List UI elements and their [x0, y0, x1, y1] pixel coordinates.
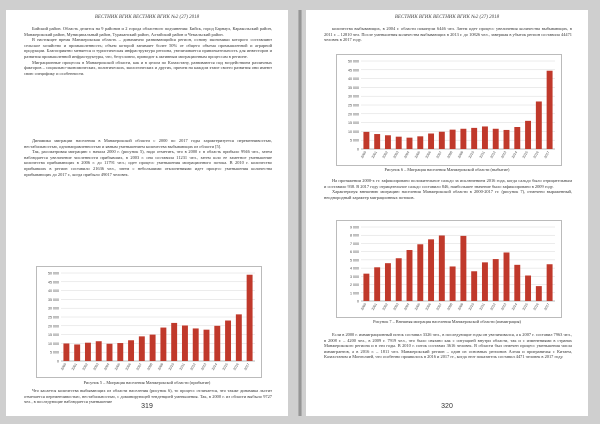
bar-2016 [536, 286, 542, 301]
x-tick-label: 2004 [103, 362, 111, 372]
x-tick-label: 2014 [510, 150, 519, 160]
y-tick-label: 10 000 [348, 129, 359, 134]
x-tick-label: 2015 [521, 302, 529, 312]
bar-2005 [417, 136, 423, 149]
bar-2017 [547, 71, 553, 149]
y-tick-label: 40 000 [348, 77, 359, 82]
x-tick-label: 2013 [500, 302, 508, 312]
x-tick-label: 2016 [532, 302, 540, 312]
x-tick-label: 2011 [478, 302, 486, 311]
y-tick-label: 0 [357, 299, 359, 304]
bar-2005 [417, 244, 423, 301]
bar-2007 [439, 236, 445, 301]
paragraph: Миграционные процессы в Манжерокской области, как и в целом по Казахстану, развиваются под воздействием различных факторов – социально-экономических, политических, экологических и других, причем на каждом этапе своего развития они имеют свою специфику и особенности. [24, 59, 272, 76]
x-tick-label: 2000 [360, 302, 368, 312]
x-tick-label: 2012 [189, 362, 197, 372]
bar-2007 [439, 132, 445, 149]
body-text-mid [324, 178, 572, 200]
y-tick-label: 45 000 [48, 280, 59, 285]
x-tick-label: 2010 [167, 362, 176, 372]
x-tick-label: 2014 [210, 362, 219, 372]
bar-2006 [128, 340, 134, 361]
bar-2003 [396, 137, 402, 149]
body-text-bottom [324, 332, 572, 360]
paragraph: количества выбывающих, в 2004 г. области покинули 6446 чел. Затем идет процесс увеличения количества выбывающих, в 2011 г. – 12810 чел. После уменьшения количества выбывающих в 2013 г. до 10826 чел., завершая в убыток регион составила 44471 человек в 2017 году. [324, 26, 572, 43]
x-tick-label: 2003 [92, 362, 100, 372]
x-tick-label: 2009 [157, 362, 165, 372]
x-tick-label: 2016 [532, 150, 540, 160]
y-tick-label: 5 000 [50, 350, 59, 355]
y-tick-label: 25 000 [48, 315, 59, 320]
figure-7-caption: Рисунок 7 – Внешняя миграция населения Манжерокской области (иммиграция) [373, 319, 521, 324]
bar-2014 [514, 265, 520, 301]
bar-2002 [85, 343, 91, 361]
y-tick-label: 35 000 [348, 85, 359, 90]
y-tick-label: 20 000 [48, 324, 59, 329]
bar-2006 [428, 134, 434, 149]
x-tick-label: 2005 [413, 150, 422, 160]
x-tick-label: 2009 [457, 302, 465, 312]
left-page [6, 10, 288, 416]
y-tick-label: 40 000 [48, 289, 59, 294]
book-spine [298, 10, 302, 416]
page-number: 320 [441, 403, 453, 410]
bar-2008 [450, 130, 456, 149]
bar-2015 [225, 321, 231, 361]
bar-2005 [117, 343, 123, 361]
running-header: ВЕСТНИК ВГИК ВЕСТНИК ВГИК №2 (27) 2018 [394, 15, 500, 20]
x-tick-label: 2015 [221, 362, 229, 372]
bar-2012 [193, 328, 199, 361]
bar-2001 [374, 267, 380, 301]
x-tick-label: 2009 [457, 150, 465, 160]
bar-2014 [514, 127, 520, 149]
bar-2002 [385, 263, 391, 301]
y-tick-label: 5 000 [350, 258, 359, 263]
x-tick-label: 2017 [543, 302, 551, 312]
x-tick-label: 2010 [467, 150, 476, 160]
bar-2010 [471, 271, 477, 301]
bar-chart-departures [337, 55, 561, 165]
x-tick-label: 2010 [467, 302, 476, 312]
bar-2016 [536, 101, 542, 149]
bar-2002 [385, 135, 391, 149]
y-tick-label: 0 [357, 147, 359, 152]
bar-chart-arrivals [37, 267, 261, 377]
y-tick-label: 3 000 [350, 274, 359, 279]
bar-2004 [407, 138, 413, 149]
x-tick-label: 2013 [500, 150, 508, 160]
y-tick-label: 20 000 [348, 112, 359, 117]
x-tick-label: 2011 [478, 150, 486, 159]
y-tick-label: 9 000 [350, 225, 359, 230]
x-tick-label: 2014 [510, 302, 519, 312]
figure-6-caption: Рисунок 6 – Миграция населения Манжерокской области (выбытие) [384, 167, 510, 172]
right-page [306, 10, 588, 416]
body-text-top [324, 26, 572, 43]
body-text-top [24, 26, 272, 76]
x-tick-label: 2007 [435, 302, 443, 312]
x-tick-label: 2006 [424, 150, 432, 160]
x-tick-label: 2008 [446, 302, 454, 312]
y-tick-label: 15 000 [348, 121, 359, 126]
bar-2015 [525, 121, 531, 149]
x-tick-label: 2006 [424, 302, 432, 312]
x-tick-label: 2003 [392, 302, 400, 312]
bar-2003 [96, 341, 102, 361]
x-tick-label: 2008 [146, 362, 154, 372]
x-tick-label: 2012 [489, 150, 497, 160]
figure-5-chart [36, 266, 262, 378]
bar-2006 [428, 239, 434, 301]
bar-2009 [460, 129, 466, 149]
x-tick-label: 2016 [232, 362, 240, 372]
figure-7-chart [336, 220, 562, 318]
bar-2013 [504, 130, 510, 149]
x-tick-label: 2006 [124, 362, 132, 372]
x-tick-label: 2017 [543, 150, 551, 160]
bar-2012 [493, 259, 499, 301]
bar-2001 [374, 134, 380, 149]
x-tick-label: 2015 [521, 150, 529, 160]
paragraph: Так, рассматривая миграцию с начала 2000 г. (рисунок 5), надо отметить, что в 2000 г. в область прибыло 9946 чел., затем наблюдается увеличение численности прибывших, в 2003 г. она составила 11231 чел., затем шло ее заметное уменьшение количества прибывающих в 2006 г. до 11791 чел.; идет процесс уменьшения миграционного потока. В 2010 г. количество прибывших в регион составило 21636 чел., затем с небольшими отклонениями идет процесс уменьшения количества прибывающих до 2017 г., когда прибыло 49017 человек. [24, 149, 272, 177]
x-tick-label: 2005 [113, 362, 122, 372]
x-tick-label: 2011 [178, 362, 186, 371]
bar-2008 [150, 335, 156, 361]
y-tick-label: 0 [57, 359, 59, 364]
bar-2007 [139, 336, 145, 361]
x-tick-label: 2003 [392, 150, 400, 160]
body-text-mid [24, 138, 272, 177]
x-tick-label: 2007 [135, 362, 143, 372]
page-number: 319 [141, 403, 153, 410]
paragraph: Если в 2000 г. иммиграционный поток составил 3326 чел., в последующие годы он увеличивался, а к 2007 г. составил 7963 чел., в 2008 г. – 4200 чел., в 2009 г. 7919 чел., что было связано как с ситуацией внутри области, так и с изменениями в странах Манжерокского региона и в эти годы. В 2010 г. поток составил 3616 человек. В области был отмечен процесс уменьшения числа иммигрантов, а в 2016 г. – 1811 чел. Манжерокский регион – один из основных регионов Алтая и приграничья с Китаем, Казахстаном и Монголией, что особенно проявилось в 2016 и 2017 гг., когда этот показатель составил 4471 человек в 2017 году. [324, 332, 572, 360]
x-tick-label: 2000 [60, 362, 68, 372]
bar-2004 [407, 250, 413, 301]
bar-2012 [493, 129, 499, 149]
bar-chart-immigration [337, 221, 561, 317]
x-tick-label: 2017 [243, 362, 251, 372]
x-tick-label: 2004 [403, 302, 411, 312]
x-tick-label: 2013 [200, 362, 208, 372]
bar-2016 [236, 314, 242, 361]
bar-2017 [247, 275, 253, 361]
figure-6-chart [336, 54, 562, 166]
bar-2010 [471, 128, 477, 149]
bar-2014 [214, 326, 220, 361]
x-tick-label: 2002 [381, 302, 389, 312]
y-tick-label: 30 000 [348, 94, 359, 99]
y-tick-label: 50 000 [348, 59, 359, 64]
x-tick-label: 2007 [435, 150, 443, 160]
y-tick-label: 7 000 [350, 241, 359, 246]
x-tick-label: 2005 [413, 302, 422, 312]
y-tick-label: 1 000 [350, 291, 359, 296]
x-tick-label: 2004 [403, 150, 411, 160]
y-tick-label: 35 000 [48, 297, 59, 302]
paragraph: Характеризуя внешнюю миграцию населения Манжерокской области в 2000-2017 гг. (рисунок 7), отмечено выраженный, неоднородный характер миграционных потоков. [324, 189, 572, 200]
bar-2008 [450, 266, 456, 301]
bar-2001 [74, 344, 80, 361]
bar-2000 [63, 343, 69, 361]
bar-2009 [460, 236, 466, 301]
x-tick-label: 2008 [446, 150, 454, 160]
paragraph: На протяжении 2000-х гг. зафиксировано положительное сальдо за исключением 2016 года, когда сальдо было отрицательным и составило 938. В 2017 году отрицательное сальдо составило 846, наибольшее значение было зафиксировано в 2009 году. [324, 178, 572, 189]
bar-2010 [171, 323, 177, 361]
paragraph: В настоящее время Манжерокская область – динамично развивающийся регион, основу экономики которого составляют сельское хозяйство и промышленность; объем которой занимает более 50% от общего объема промышленной и аграрной продукции. Благоприятно меняется и туристическая инфраструктура региона, увеличивается привлекательность для инвесторов и развития промышленной инфраструктуры, что, безусловно, приводит к активным миграционным процессам в регионе. [24, 37, 272, 59]
paragraph: Динамика миграции населения в Манжерокской области с 2000 по 2017 годы характеризуется переменчивостью, нестабильностью, однонаправленностью и явным уменьшением количества выбывающих из области [5]. [24, 138, 272, 149]
figure-5-caption: Рисунок 5 – Миграция населения Манжерокской области (прибытие) [83, 380, 211, 385]
bar-2013 [204, 330, 210, 361]
y-tick-label: 45 000 [348, 68, 359, 73]
bar-2011 [482, 126, 488, 149]
y-tick-label: 50 000 [48, 271, 59, 276]
bar-2015 [525, 276, 531, 301]
x-tick-label: 2001 [370, 150, 379, 160]
bar-2004 [107, 344, 113, 361]
bar-2011 [482, 262, 488, 301]
x-tick-label: 2001 [370, 302, 379, 312]
bar-2011 [182, 325, 188, 361]
y-tick-label: 25 000 [348, 103, 359, 108]
y-tick-label: 6 000 [350, 250, 359, 255]
x-tick-label: 2002 [381, 150, 389, 160]
running-header: ВЕСТНИК ВГИК ВЕСТНИК ВГИК №2 (27) 2018 [94, 15, 200, 20]
y-tick-label: 8 000 [350, 233, 359, 238]
y-tick-label: 10 000 [48, 341, 59, 346]
y-tick-label: 30 000 [48, 306, 59, 311]
y-tick-label: 4 000 [350, 266, 359, 271]
bar-2000 [363, 274, 369, 301]
x-tick-label: 2001 [70, 362, 79, 372]
bar-2017 [547, 264, 553, 301]
bar-2000 [363, 132, 369, 149]
bar-2003 [396, 258, 402, 301]
x-tick-label: 2000 [360, 150, 368, 160]
paragraph: Что касается количества выбывающих из области населения (рисунок 6), то процесс отличается, что также динамика льстит отмечается переменчивостью, нестабильностью, с доминирующей тенденцией уменьшения. Так, в 2000 г. из области выбыло 9727 чел., в последующие наблюдается уменьшение [24, 388, 272, 405]
bar-2013 [504, 252, 510, 301]
bar-2009 [160, 328, 166, 361]
y-tick-label: 2 000 [350, 283, 359, 288]
y-tick-label: 15 000 [48, 333, 59, 338]
x-tick-label: 2002 [81, 362, 89, 372]
y-tick-label: 5 000 [350, 138, 359, 143]
x-tick-label: 2012 [489, 302, 497, 312]
paragraph: Бийский район. Область делится на 9 районов и 2 города областного подчинения: Бийск, город Барнаул, Каракольский район, Манжерокский район, Муниципальный район, Тураканский район, Алтайский район и Чемальский район. [24, 26, 272, 37]
